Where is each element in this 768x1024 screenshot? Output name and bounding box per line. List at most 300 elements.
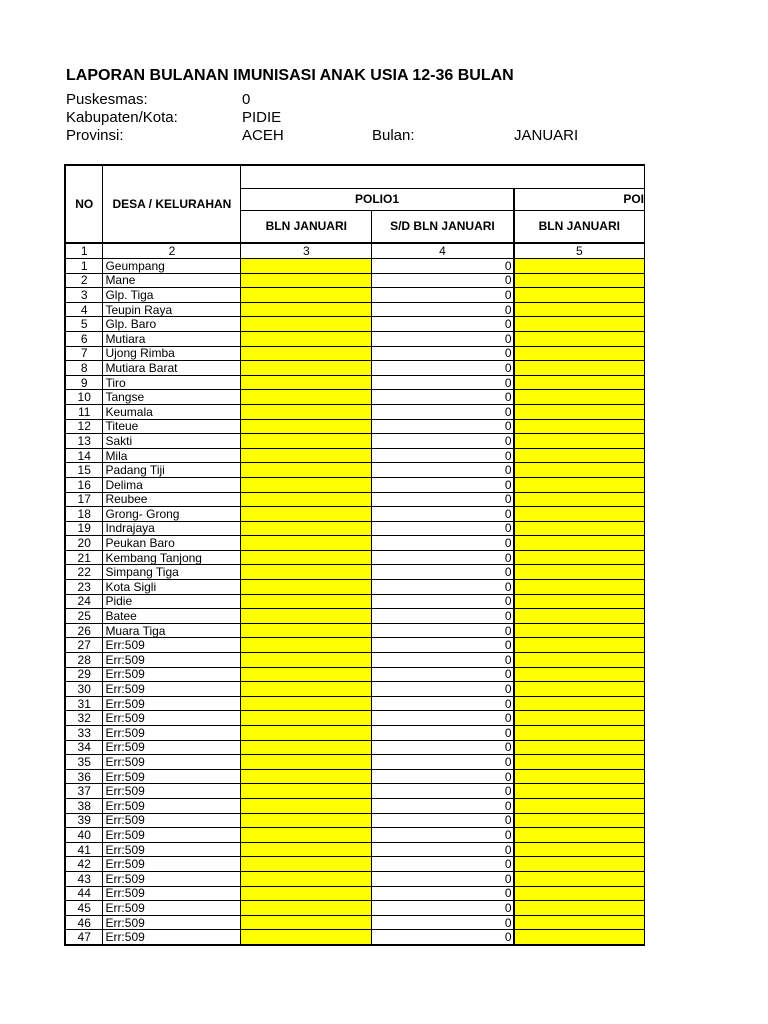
row-number: 22 — [65, 565, 103, 580]
cell-sd-bln-januari: 0 — [372, 434, 514, 449]
row-desa: Err:509 — [103, 842, 241, 857]
input-cell-bln-januari-2[interactable] — [514, 448, 645, 463]
input-cell-bln-januari[interactable] — [241, 259, 372, 274]
input-cell-bln-januari-2[interactable] — [514, 667, 645, 682]
cell-sd-bln-januari: 0 — [372, 565, 514, 580]
table-row — [65, 288, 645, 303]
row-desa: Teupin Raya — [103, 302, 241, 317]
table-row — [65, 857, 645, 872]
input-cell-bln-januari[interactable] — [241, 901, 372, 916]
table-row — [65, 580, 645, 595]
row-number: 1 — [65, 259, 103, 274]
row-number: 18 — [65, 507, 103, 522]
input-cell-bln-januari[interactable] — [241, 507, 372, 522]
table-row — [65, 477, 645, 492]
row-number: 47 — [65, 930, 103, 945]
cell-sd-bln-januari: 0 — [372, 857, 514, 872]
row-desa: Mutiara Barat — [103, 361, 241, 376]
input-cell-bln-januari[interactable] — [241, 828, 372, 843]
input-cell-bln-januari[interactable] — [241, 580, 372, 595]
header-sd-bln-januari: S/D BLN JANUARI — [372, 210, 514, 243]
row-desa: Err:509 — [103, 667, 241, 682]
row-desa: Tangse — [103, 390, 241, 405]
row-desa: Mila — [103, 448, 241, 463]
row-number: 26 — [65, 623, 103, 638]
input-cell-bln-januari-2[interactable] — [514, 565, 645, 580]
table-row — [65, 784, 645, 799]
input-cell-bln-januari[interactable] — [241, 623, 372, 638]
row-desa: Muara Tiga — [103, 623, 241, 638]
table-row — [65, 886, 645, 901]
cell-sd-bln-januari: 0 — [372, 463, 514, 478]
table-row — [65, 331, 645, 346]
kabupaten-label: Kabupaten/Kota: — [66, 109, 178, 126]
input-cell-bln-januari-2[interactable] — [514, 828, 645, 843]
cell-sd-bln-januari: 0 — [372, 273, 514, 288]
input-cell-bln-januari-2[interactable] — [514, 419, 645, 434]
input-cell-bln-januari[interactable] — [241, 550, 372, 565]
cell-sd-bln-januari: 0 — [372, 550, 514, 565]
row-number: 36 — [65, 769, 103, 784]
input-cell-bln-januari-2[interactable] — [514, 390, 645, 405]
cell-sd-bln-januari: 0 — [372, 288, 514, 303]
table-row — [65, 550, 645, 565]
column-number-1: 1 — [65, 243, 103, 259]
row-desa: Delima — [103, 477, 241, 492]
input-cell-bln-januari[interactable] — [241, 492, 372, 507]
row-number: 20 — [65, 536, 103, 551]
input-cell-bln-januari[interactable] — [241, 784, 372, 799]
column-number-2: 2 — [103, 243, 241, 259]
input-cell-bln-januari-2[interactable] — [514, 521, 645, 536]
input-cell-bln-januari[interactable] — [241, 740, 372, 755]
input-cell-bln-januari-2[interactable] — [514, 492, 645, 507]
row-number: 12 — [65, 419, 103, 434]
table-row — [65, 682, 645, 697]
cell-sd-bln-januari: 0 — [372, 580, 514, 595]
table-row — [65, 434, 645, 449]
row-number: 17 — [65, 492, 103, 507]
input-cell-bln-januari[interactable] — [241, 711, 372, 726]
header-polio2: POI — [514, 188, 645, 210]
row-number: 14 — [65, 448, 103, 463]
input-cell-bln-januari[interactable] — [241, 302, 372, 317]
input-cell-bln-januari-2[interactable] — [514, 871, 645, 886]
report-title: LAPORAN BULANAN IMUNISASI ANAK USIA 12-36 BULAN — [66, 67, 514, 84]
cell-sd-bln-januari: 0 — [372, 711, 514, 726]
row-desa: Padang Tiji — [103, 463, 241, 478]
row-desa: Err:509 — [103, 813, 241, 828]
row-number: 43 — [65, 871, 103, 886]
row-desa: Titeue — [103, 419, 241, 434]
table-row — [65, 667, 645, 682]
input-cell-bln-januari[interactable] — [241, 813, 372, 828]
row-number: 5 — [65, 317, 103, 332]
row-number: 42 — [65, 857, 103, 872]
header-bln-januari-2: BLN JANUARI — [514, 210, 645, 243]
table-row — [65, 448, 645, 463]
input-cell-bln-januari-2[interactable] — [514, 594, 645, 609]
input-cell-bln-januari[interactable] — [241, 930, 372, 945]
table-row — [65, 711, 645, 726]
input-cell-bln-januari[interactable] — [241, 871, 372, 886]
cell-sd-bln-januari: 0 — [372, 930, 514, 945]
table-row — [65, 623, 645, 638]
input-cell-bln-januari[interactable] — [241, 842, 372, 857]
table-row — [65, 726, 645, 741]
input-cell-bln-januari-2[interactable] — [514, 857, 645, 872]
input-cell-bln-januari[interactable] — [241, 375, 372, 390]
row-desa: Err:509 — [103, 857, 241, 872]
table-row — [65, 463, 645, 478]
cell-sd-bln-januari: 0 — [372, 361, 514, 376]
cell-sd-bln-januari: 0 — [372, 871, 514, 886]
puskesmas-label: Puskesmas: — [66, 91, 148, 108]
table-row — [65, 594, 645, 609]
cell-sd-bln-januari: 0 — [372, 798, 514, 813]
input-cell-bln-januari[interactable] — [241, 769, 372, 784]
row-number: 35 — [65, 755, 103, 770]
input-cell-bln-januari-2[interactable] — [514, 901, 645, 916]
cell-sd-bln-januari: 0 — [372, 901, 514, 916]
input-cell-bln-januari-2[interactable] — [514, 302, 645, 317]
input-cell-bln-januari-2[interactable] — [514, 375, 645, 390]
row-desa: Err:509 — [103, 828, 241, 843]
input-cell-bln-januari-2[interactable] — [514, 288, 645, 303]
row-desa: Err:509 — [103, 711, 241, 726]
row-number: 9 — [65, 375, 103, 390]
input-cell-bln-januari-2[interactable] — [514, 331, 645, 346]
table-row — [65, 521, 645, 536]
input-cell-bln-januari-2[interactable] — [514, 477, 645, 492]
row-desa: Err:509 — [103, 769, 241, 784]
input-cell-bln-januari-2[interactable] — [514, 784, 645, 799]
cell-sd-bln-januari: 0 — [372, 507, 514, 522]
cell-sd-bln-januari: 0 — [372, 726, 514, 741]
input-cell-bln-januari[interactable] — [241, 477, 372, 492]
row-desa: Reubee — [103, 492, 241, 507]
input-cell-bln-januari[interactable] — [241, 609, 372, 624]
row-number: 27 — [65, 638, 103, 653]
row-desa: Err:509 — [103, 784, 241, 799]
input-cell-bln-januari[interactable] — [241, 434, 372, 449]
row-number: 29 — [65, 667, 103, 682]
cell-sd-bln-januari: 0 — [372, 448, 514, 463]
table-row — [65, 492, 645, 507]
cell-sd-bln-januari: 0 — [372, 784, 514, 799]
row-number: 46 — [65, 915, 103, 930]
row-desa: Indrajaya — [103, 521, 241, 536]
input-cell-bln-januari[interactable] — [241, 463, 372, 478]
row-number: 44 — [65, 886, 103, 901]
row-number: 34 — [65, 740, 103, 755]
cell-sd-bln-januari: 0 — [372, 813, 514, 828]
row-number: 32 — [65, 711, 103, 726]
row-desa: Err:509 — [103, 638, 241, 653]
input-cell-bln-januari[interactable] — [241, 565, 372, 580]
cell-sd-bln-januari: 0 — [372, 842, 514, 857]
row-desa: Err:509 — [103, 886, 241, 901]
row-number: 45 — [65, 901, 103, 916]
input-cell-bln-januari[interactable] — [241, 594, 372, 609]
table-row — [65, 828, 645, 843]
cell-sd-bln-januari: 0 — [372, 477, 514, 492]
input-cell-bln-januari[interactable] — [241, 915, 372, 930]
table-row — [65, 375, 645, 390]
table-row — [65, 361, 645, 376]
row-number: 7 — [65, 346, 103, 361]
table-row — [65, 901, 645, 916]
row-desa: Err:509 — [103, 915, 241, 930]
table-row — [65, 507, 645, 522]
input-cell-bln-januari-2[interactable] — [514, 507, 645, 522]
row-desa: Err:509 — [103, 696, 241, 711]
row-number: 13 — [65, 434, 103, 449]
input-cell-bln-januari-2[interactable] — [514, 755, 645, 770]
table-row — [65, 302, 645, 317]
table-row — [65, 813, 645, 828]
table-row — [65, 798, 645, 813]
input-cell-bln-januari[interactable] — [241, 331, 372, 346]
table-row — [65, 390, 645, 405]
cell-sd-bln-januari: 0 — [372, 594, 514, 609]
row-number: 30 — [65, 682, 103, 697]
cell-sd-bln-januari: 0 — [372, 667, 514, 682]
input-cell-bln-januari[interactable] — [241, 521, 372, 536]
cell-sd-bln-januari: 0 — [372, 653, 514, 668]
input-cell-bln-januari-2[interactable] — [514, 740, 645, 755]
cell-sd-bln-januari: 0 — [372, 375, 514, 390]
row-number: 25 — [65, 609, 103, 624]
row-number: 33 — [65, 726, 103, 741]
row-desa: Err:509 — [103, 726, 241, 741]
row-desa: Sakti — [103, 434, 241, 449]
cell-sd-bln-januari: 0 — [372, 828, 514, 843]
table-row — [65, 653, 645, 668]
table-row — [65, 769, 645, 784]
input-cell-bln-januari-2[interactable] — [514, 915, 645, 930]
input-cell-bln-januari-2[interactable] — [514, 404, 645, 419]
input-cell-bln-januari[interactable] — [241, 288, 372, 303]
row-desa: Err:509 — [103, 871, 241, 886]
input-cell-bln-januari[interactable] — [241, 536, 372, 551]
table-row — [65, 871, 645, 886]
table-row — [65, 740, 645, 755]
table-row — [65, 346, 645, 361]
row-number: 31 — [65, 696, 103, 711]
input-cell-bln-januari[interactable] — [241, 638, 372, 653]
input-cell-bln-januari-2[interactable] — [514, 580, 645, 595]
input-cell-bln-januari[interactable] — [241, 798, 372, 813]
row-number: 41 — [65, 842, 103, 857]
header-top-band — [241, 165, 645, 188]
input-cell-bln-januari-2[interactable] — [514, 463, 645, 478]
cell-sd-bln-januari: 0 — [372, 536, 514, 551]
input-cell-bln-januari-2[interactable] — [514, 769, 645, 784]
input-cell-bln-januari-2[interactable] — [514, 536, 645, 551]
row-desa: Err:509 — [103, 798, 241, 813]
cell-sd-bln-januari: 0 — [372, 390, 514, 405]
input-cell-bln-januari[interactable] — [241, 886, 372, 901]
cell-sd-bln-januari: 0 — [372, 609, 514, 624]
row-desa: Mane — [103, 273, 241, 288]
cell-sd-bln-januari: 0 — [372, 521, 514, 536]
cell-sd-bln-januari: 0 — [372, 682, 514, 697]
table-row — [65, 915, 645, 930]
input-cell-bln-januari-2[interactable] — [514, 798, 645, 813]
input-cell-bln-januari-2[interactable] — [514, 711, 645, 726]
cell-sd-bln-januari: 0 — [372, 492, 514, 507]
row-number: 37 — [65, 784, 103, 799]
cell-sd-bln-januari: 0 — [372, 419, 514, 434]
input-cell-bln-januari[interactable] — [241, 361, 372, 376]
header-no: NO — [65, 165, 103, 243]
column-number-5: 5 — [514, 243, 645, 259]
cell-sd-bln-januari: 0 — [372, 638, 514, 653]
bulan-label: Bulan: — [372, 127, 415, 144]
table-row — [65, 273, 645, 288]
header-polio1: POLIO1 — [241, 188, 514, 210]
row-desa: Kota Sigli — [103, 580, 241, 595]
row-desa: Err:509 — [103, 755, 241, 770]
row-number: 38 — [65, 798, 103, 813]
row-desa: Geumpang — [103, 259, 241, 274]
input-cell-bln-januari-2[interactable] — [514, 842, 645, 857]
column-number-4: 4 — [372, 243, 514, 259]
row-desa: Simpang Tiga — [103, 565, 241, 580]
row-number: 19 — [65, 521, 103, 536]
input-cell-bln-januari[interactable] — [241, 696, 372, 711]
bulan-value: JANUARI — [514, 127, 579, 144]
row-number: 28 — [65, 653, 103, 668]
row-desa: Glp. Tiga — [103, 288, 241, 303]
input-cell-bln-januari[interactable] — [241, 726, 372, 741]
row-desa: Err:509 — [103, 682, 241, 697]
row-number: 4 — [65, 302, 103, 317]
row-number: 8 — [65, 361, 103, 376]
input-cell-bln-januari[interactable] — [241, 390, 372, 405]
table-row — [65, 565, 645, 580]
immunization-table — [64, 164, 645, 946]
table-row — [65, 842, 645, 857]
puskesmas-value: 0 — [242, 91, 251, 108]
row-number: 23 — [65, 580, 103, 595]
row-desa: Batee — [103, 609, 241, 624]
cell-sd-bln-januari: 0 — [372, 696, 514, 711]
kabupaten-value: PIDIE — [242, 109, 282, 126]
input-cell-bln-januari-2[interactable] — [514, 259, 645, 274]
input-cell-bln-januari[interactable] — [241, 682, 372, 697]
row-desa: Keumala — [103, 404, 241, 419]
input-cell-bln-januari-2[interactable] — [514, 623, 645, 638]
row-number: 39 — [65, 813, 103, 828]
input-cell-bln-januari-2[interactable] — [514, 609, 645, 624]
cell-sd-bln-januari: 0 — [372, 623, 514, 638]
input-cell-bln-januari[interactable] — [241, 653, 372, 668]
input-cell-bln-januari-2[interactable] — [514, 653, 645, 668]
input-cell-bln-januari-2[interactable] — [514, 696, 645, 711]
input-cell-bln-januari-2[interactable] — [514, 434, 645, 449]
input-cell-bln-januari-2[interactable] — [514, 273, 645, 288]
table-row — [65, 536, 645, 551]
table-row — [65, 609, 645, 624]
input-cell-bln-januari[interactable] — [241, 273, 372, 288]
input-cell-bln-januari[interactable] — [241, 346, 372, 361]
row-number: 11 — [65, 404, 103, 419]
input-cell-bln-januari-2[interactable] — [514, 550, 645, 565]
cell-sd-bln-januari: 0 — [372, 331, 514, 346]
input-cell-bln-januari-2[interactable] — [514, 361, 645, 376]
row-number: 24 — [65, 594, 103, 609]
row-number: 15 — [65, 463, 103, 478]
table-row — [65, 317, 645, 332]
table-row — [65, 755, 645, 770]
input-cell-bln-januari[interactable] — [241, 419, 372, 434]
input-cell-bln-januari-2[interactable] — [514, 346, 645, 361]
cell-sd-bln-januari: 0 — [372, 886, 514, 901]
cell-sd-bln-januari: 0 — [372, 302, 514, 317]
row-number: 21 — [65, 550, 103, 565]
row-desa: Err:509 — [103, 930, 241, 945]
row-desa: Grong- Grong — [103, 507, 241, 522]
row-number: 6 — [65, 331, 103, 346]
input-cell-bln-januari[interactable] — [241, 317, 372, 332]
row-desa: Err:509 — [103, 901, 241, 916]
input-cell-bln-januari-2[interactable] — [514, 317, 645, 332]
cell-sd-bln-januari: 0 — [372, 740, 514, 755]
input-cell-bln-januari[interactable] — [241, 448, 372, 463]
row-desa: Pidie — [103, 594, 241, 609]
input-cell-bln-januari-2[interactable] — [514, 726, 645, 741]
table-row — [65, 419, 645, 434]
provinsi-label: Provinsi: — [66, 127, 124, 144]
input-cell-bln-januari[interactable] — [241, 667, 372, 682]
cell-sd-bln-januari: 0 — [372, 317, 514, 332]
provinsi-value: ACEH — [242, 127, 284, 144]
cell-sd-bln-januari: 0 — [372, 259, 514, 274]
cell-sd-bln-januari: 0 — [372, 346, 514, 361]
row-desa: Tiro — [103, 375, 241, 390]
input-cell-bln-januari-2[interactable] — [514, 682, 645, 697]
row-desa: Kembang Tanjong — [103, 550, 241, 565]
header-desa: DESA / KELURAHAN — [103, 165, 241, 243]
row-desa: Ujong Rimba — [103, 346, 241, 361]
input-cell-bln-januari[interactable] — [241, 857, 372, 872]
input-cell-bln-januari-2[interactable] — [514, 930, 645, 945]
input-cell-bln-januari-2[interactable] — [514, 638, 645, 653]
table-row — [65, 404, 645, 419]
row-desa: Peukan Baro — [103, 536, 241, 551]
row-desa: Err:509 — [103, 653, 241, 668]
row-desa: Glp. Baro — [103, 317, 241, 332]
row-desa: Err:509 — [103, 740, 241, 755]
table-row — [65, 638, 645, 653]
input-cell-bln-januari[interactable] — [241, 755, 372, 770]
cell-sd-bln-januari: 0 — [372, 755, 514, 770]
input-cell-bln-januari-2[interactable] — [514, 813, 645, 828]
row-number: 2 — [65, 273, 103, 288]
table-row — [65, 259, 645, 274]
input-cell-bln-januari[interactable] — [241, 404, 372, 419]
input-cell-bln-januari-2[interactable] — [514, 886, 645, 901]
cell-sd-bln-januari: 0 — [372, 915, 514, 930]
table-row — [65, 696, 645, 711]
cell-sd-bln-januari: 0 — [372, 769, 514, 784]
row-number: 10 — [65, 390, 103, 405]
column-number-3: 3 — [241, 243, 372, 259]
cell-sd-bln-januari: 0 — [372, 404, 514, 419]
row-desa: Mutiara — [103, 331, 241, 346]
